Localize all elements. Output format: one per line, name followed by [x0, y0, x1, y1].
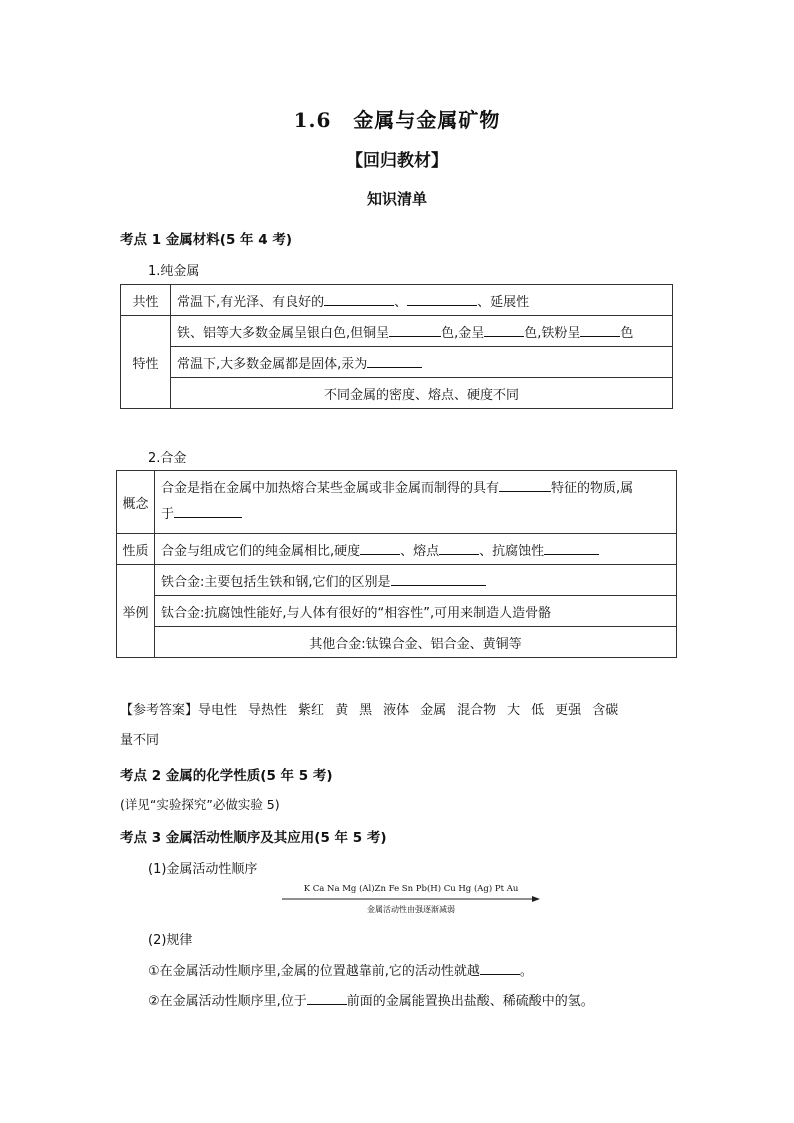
rule-1: [148, 960, 533, 979]
answer-item: 含碳: [592, 703, 619, 718]
row1-text-c: 色,铁粉呈: [524, 325, 581, 341]
row2-text: 常温下,大多数金属都是固体,汞为: [177, 356, 368, 372]
row1-text-b: 色,金呈: [441, 325, 485, 341]
answer-item: 金属: [420, 703, 447, 718]
special-row-2: [171, 347, 673, 378]
row1-text-d: 色: [620, 325, 634, 341]
arrow-icon: [280, 895, 542, 903]
rule2-text-b: 前面的金属能置换出盐酸、稀硫酸中的氢。: [346, 994, 594, 1009]
common-cell: [171, 285, 673, 316]
ex1-text: 铁合金:主要包括生铁和钢,它们的区别是: [161, 574, 391, 590]
page-title: [0, 104, 794, 133]
blank: [484, 324, 524, 337]
blank: [174, 505, 242, 518]
concept-cell: [155, 471, 677, 534]
pure-metal-label: 1.纯金属: [148, 264, 200, 279]
blank: [580, 324, 620, 337]
row1-text-a: 铁、铝等大多数金属呈银白色,但铜呈: [177, 325, 390, 341]
kaodian1-heading: 考点 1 金属材料(5 年 4 考): [120, 232, 293, 248]
title-text: 金属与金属矿物: [353, 108, 501, 132]
answers-label: 【参考答案】: [120, 703, 199, 718]
property-text-1: 合金与组成它们的纯金属相比,硬度: [161, 543, 361, 559]
alloy-table: [116, 470, 677, 658]
blank: [360, 542, 400, 555]
rules-label: (2)规律: [148, 933, 193, 948]
activity-series-diagram: [280, 884, 542, 918]
special-row-1: [171, 316, 673, 347]
blank: [389, 324, 441, 337]
section-heading: 知识清单: [366, 190, 427, 208]
answer-item: 液体: [383, 703, 410, 718]
blank: [439, 542, 479, 555]
example-row-2: 钛合金:抗腐蚀性能好,与人体有很好的“相容性”,可用来制造人造骨骼: [155, 596, 677, 627]
property-label: 性质: [117, 534, 155, 565]
activity-series-label: (1)金属活动性顺序: [148, 862, 258, 877]
arrow-caption: 金属活动性由强逐渐减弱: [367, 905, 455, 914]
special-label: 特性: [121, 316, 171, 409]
concept-text-2: 特征的物质,属: [551, 481, 634, 496]
kaodian2-heading: 考点 2 金属的化学性质(5 年 5 考): [120, 768, 333, 784]
concept-text-1: 合金是指在金属中加热熔合某些金属或非金属而制得的具有: [161, 481, 500, 496]
answer-item: 低: [531, 703, 545, 718]
reference-answers: [120, 696, 680, 756]
blank: [367, 355, 422, 368]
answer-item: 黑: [359, 703, 373, 718]
common-sep: 、: [394, 294, 408, 310]
answer-item: 大: [507, 703, 521, 718]
blank: [407, 293, 477, 306]
blank: [544, 542, 599, 555]
rule-2: [148, 990, 594, 1009]
rule1-text-a: ①在金属活动性顺序里,金属的位置越靠前,它的活动性就越: [148, 964, 480, 979]
concept-text-3: 于: [161, 507, 175, 522]
blank: [307, 992, 347, 1005]
answer-item: 黄: [335, 703, 349, 718]
example-row-1: [155, 565, 677, 596]
blank: [499, 479, 551, 492]
answers-tail: 量不同: [120, 733, 160, 748]
example-row-3: 其他合金:钛镍合金、铝合金、黄铜等: [155, 627, 677, 658]
blank: [391, 573, 486, 586]
subtitle: 【回归教材】: [346, 151, 448, 171]
example-label: 举例: [117, 565, 155, 658]
rule2-text-a: ②在金属活动性顺序里,位于: [148, 994, 307, 1009]
common-label: 共性: [121, 285, 171, 316]
concept-label: 概念: [117, 471, 155, 534]
pure-metal-table: [120, 284, 673, 409]
property-text-2: 、熔点: [400, 543, 440, 559]
answer-item: 导电性: [198, 703, 238, 718]
common-text-2: 、延展性: [477, 294, 530, 310]
rule1-text-b: 。: [519, 964, 533, 979]
property-cell: [155, 534, 677, 565]
property-text-3: 、抗腐蚀性: [479, 543, 545, 559]
kaodian2-note: (详见“实验探究”必做实验 5): [120, 797, 280, 812]
blank: [324, 293, 394, 306]
metal-sequence: K Ca Na Mg (Al)Zn Fe Sn Pb(H) Cu Hg (Ag) Pt Au: [303, 884, 519, 894]
blank: [480, 962, 520, 975]
answer-item: 导热性: [248, 703, 288, 718]
alloy-label: 2.合金: [148, 451, 187, 466]
special-row-3: 不同金属的密度、熔点、硬度不同: [171, 378, 673, 409]
answer-item: 更强: [555, 703, 582, 718]
common-text-1: 常温下,有光泽、有良好的: [177, 294, 325, 310]
title-number: 1.6: [293, 108, 332, 132]
answer-item: 混合物: [457, 703, 497, 718]
answer-item: 紫红: [298, 703, 325, 718]
kaodian3-heading: 考点 3 金属活动性顺序及其应用(5 年 5 考): [120, 830, 387, 846]
